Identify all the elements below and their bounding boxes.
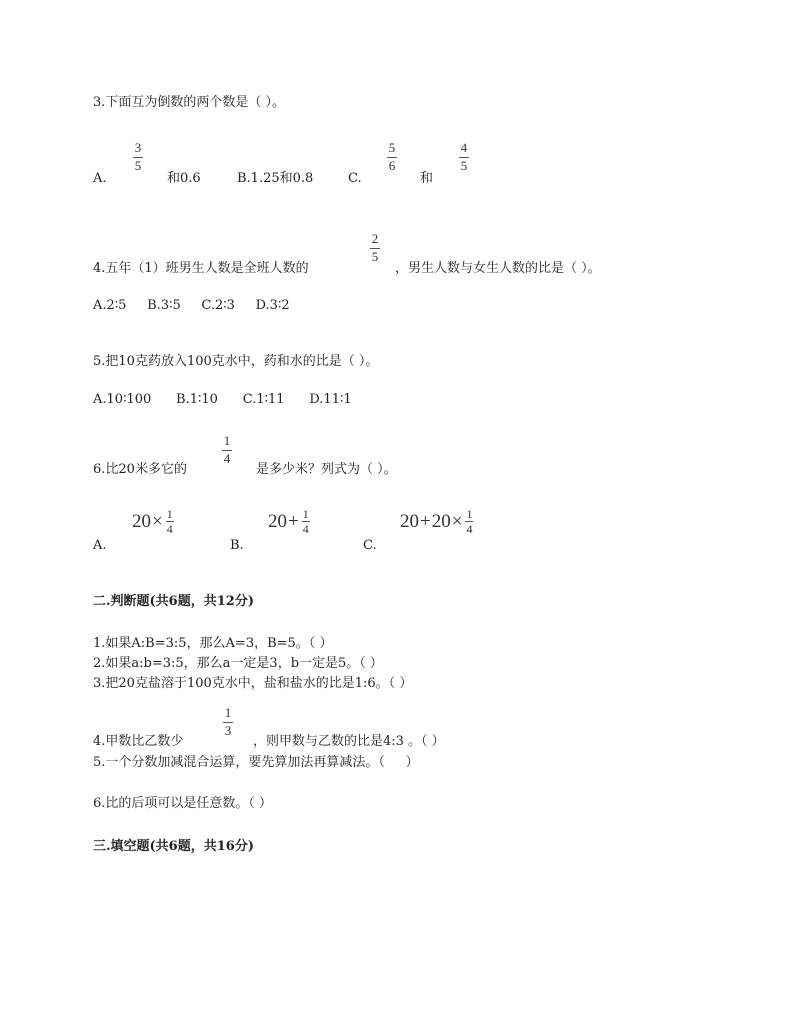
q3-option-c-label: C. — [348, 171, 362, 186]
section-2-item-5: 5.一个分数加减混合运算，要先算加法再算减法。（ ） — [93, 755, 419, 770]
q3-option-b: B.1.25和0.8 — [237, 171, 314, 186]
section-2-item-2: 2.如果a:b=3:5，那么a一定是3，b一定是5。（ ） — [93, 656, 383, 671]
fraction-numerator: 1 — [223, 433, 231, 448]
q3-option-a-fraction — [133, 141, 143, 173]
fraction-denominator: 4 — [302, 522, 309, 536]
q6-option-a-label: A. — [93, 538, 107, 553]
q6-option-c-label: C. — [363, 538, 377, 553]
fraction-denominator: 4 — [166, 522, 173, 536]
q4-stem-pre: 4.五年（1）班男生人数是全班人数的 — [93, 261, 309, 276]
q3-option-c-mid: 和 — [420, 171, 434, 186]
q3-option-c-fraction-1 — [387, 141, 397, 173]
fraction-numerator: 5 — [388, 140, 396, 155]
fraction-denominator: 3 — [224, 723, 232, 738]
q3-option-a-tail: 和0.6 — [167, 171, 201, 186]
fraction-numerator: 1 — [466, 507, 473, 521]
fraction-denominator: 4 — [466, 522, 473, 536]
expression-fraction — [166, 508, 174, 535]
expression-number: 20 — [400, 510, 419, 532]
q4-options: A.2∶5 B.3∶5 C.2∶3 D.3∶2 — [93, 298, 290, 313]
expression-number: 20 — [431, 510, 451, 532]
fraction-numerator: 4 — [460, 140, 468, 155]
q4-fraction — [370, 232, 380, 264]
plus-sign: + — [288, 510, 299, 532]
fraction-denominator: 5 — [134, 158, 142, 173]
q4-stem-post: ，男生人数与女生人数的比是（ ）。 — [395, 261, 601, 276]
q5-options: A.10∶100 B.1∶10 C.1∶11 D.11∶1 — [93, 392, 352, 407]
fraction-denominator: 6 — [388, 158, 396, 173]
expression-number: 20 — [268, 510, 287, 532]
q3-option-a-label: A. — [93, 171, 107, 186]
section-2-item-4-fraction — [223, 706, 233, 738]
section-2-item-4-pre: 4.甲数比乙数少 — [93, 734, 184, 749]
q3-option-c-fraction-2 — [459, 141, 469, 173]
q6-option-b-expression — [268, 508, 310, 535]
q6-option-b-label: B. — [230, 538, 244, 553]
multiply-sign: × — [451, 510, 463, 532]
section-2-item-4-post: ，则甲数与乙数的比是4:3 。（ ） — [253, 734, 445, 749]
section-2-item-1: 1.如果A:B=3:5，那么A=3，B=5。（ ） — [93, 636, 333, 651]
fraction-numerator: 3 — [134, 140, 142, 155]
fraction-numerator: 2 — [371, 231, 379, 246]
plus-sign: + — [420, 510, 431, 532]
section-2-item-3: 3.把20克盐溶于100克水中，盐和盐水的比是1:6。（ ） — [93, 676, 413, 691]
q6-stem-pre: 6.比20米多它的 — [93, 462, 187, 477]
fraction-denominator: 4 — [223, 451, 231, 466]
fraction-denominator: 5 — [371, 249, 379, 264]
q6-stem-post: 是多少米？列式为（ ）。 — [256, 462, 397, 477]
expression-number: 20 — [132, 510, 151, 532]
q6-option-c-expression — [400, 508, 473, 535]
section-2-title: 二.判断题(共6题，共12分) — [93, 594, 254, 609]
q6-option-a-expression — [132, 508, 174, 535]
expression-fraction — [465, 508, 473, 535]
fraction-denominator: 5 — [460, 158, 468, 173]
multiply-sign: × — [152, 510, 163, 532]
fraction-numerator: 1 — [224, 705, 232, 720]
expression-fraction — [302, 508, 310, 535]
q5-stem: 5.把10克药放入100克水中，药和水的比是（ ）。 — [93, 354, 379, 369]
q6-fraction — [222, 434, 232, 466]
q3-stem: 3.下面互为倒数的两个数是（ ）。 — [93, 95, 286, 110]
section-3-title: 三.填空题(共6题，共16分) — [93, 839, 254, 854]
section-2-item-6: 6.比的后项可以是任意数。（ ） — [93, 796, 273, 811]
fraction-numerator: 1 — [302, 507, 309, 521]
fraction-numerator: 1 — [166, 507, 173, 521]
